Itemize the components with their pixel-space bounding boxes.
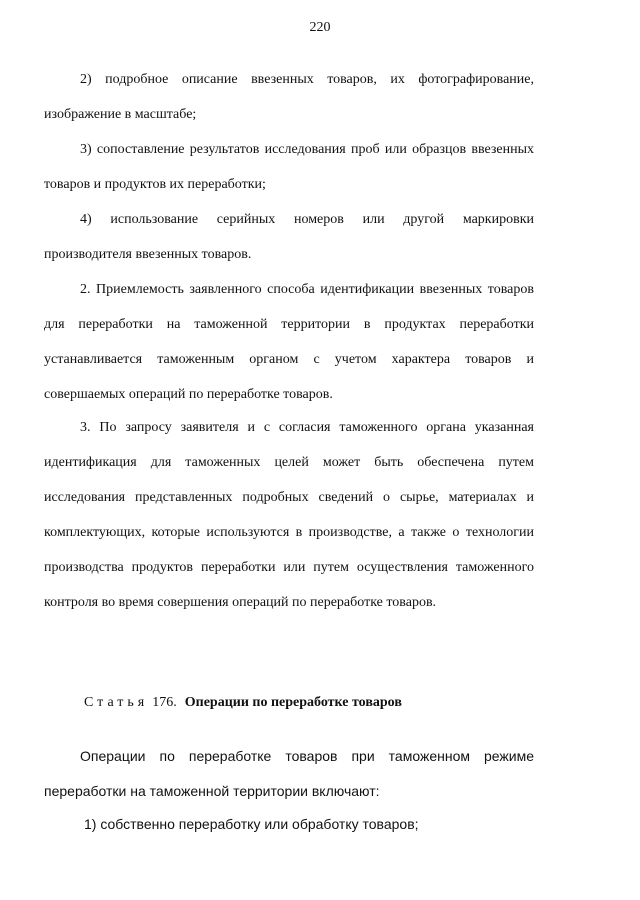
operations-item-1: 1) собственно переработку или обработку товаров; <box>84 816 419 832</box>
article-title: Операции по переработке товаров <box>184 695 402 710</box>
paragraph-item-4: 4) использование серийных номеров или другой маркировки производителя ввезенных товаров. <box>44 212 534 262</box>
page-number: 220 <box>309 20 331 35</box>
paragraph-clause-2: 2. Приемлемость заявленного способа идентификации ввезенных товаров для переработки на таможенной территории в продуктах переработки устанавливается таможенным органом с учетом характера товаров и совершаемых операций по переработке товаров. <box>44 282 534 402</box>
article-number: 176. <box>152 695 177 710</box>
paragraph-item-2: 2) подробное описание ввезенных товаров, их фотографирование, изображение в масштабе; <box>44 72 534 122</box>
article-intro-paragraph: Операции по переработке товаров при таможенном режиме переработки на таможенной территории включают: <box>44 748 534 799</box>
paragraph-clause-3: 3. По запросу заявителя и с согласия таможенного органа указанная идентификация для таможенных целей может быть обеспечена путем исследования представленных подробных сведений о сырье, материалах и комплектующих, которые используются в производстве, а также о технологии производства продуктов переработки или путем осуществления таможенного контроля во время совершения операций по переработке товаров. <box>44 420 534 610</box>
article-heading <box>84 693 402 713</box>
article-label: Статья <box>84 695 149 710</box>
paragraph-item-3: 3) сопоставление результатов исследования проб или образцов ввезенных товаров и продуктов их переработки; <box>44 142 534 192</box>
